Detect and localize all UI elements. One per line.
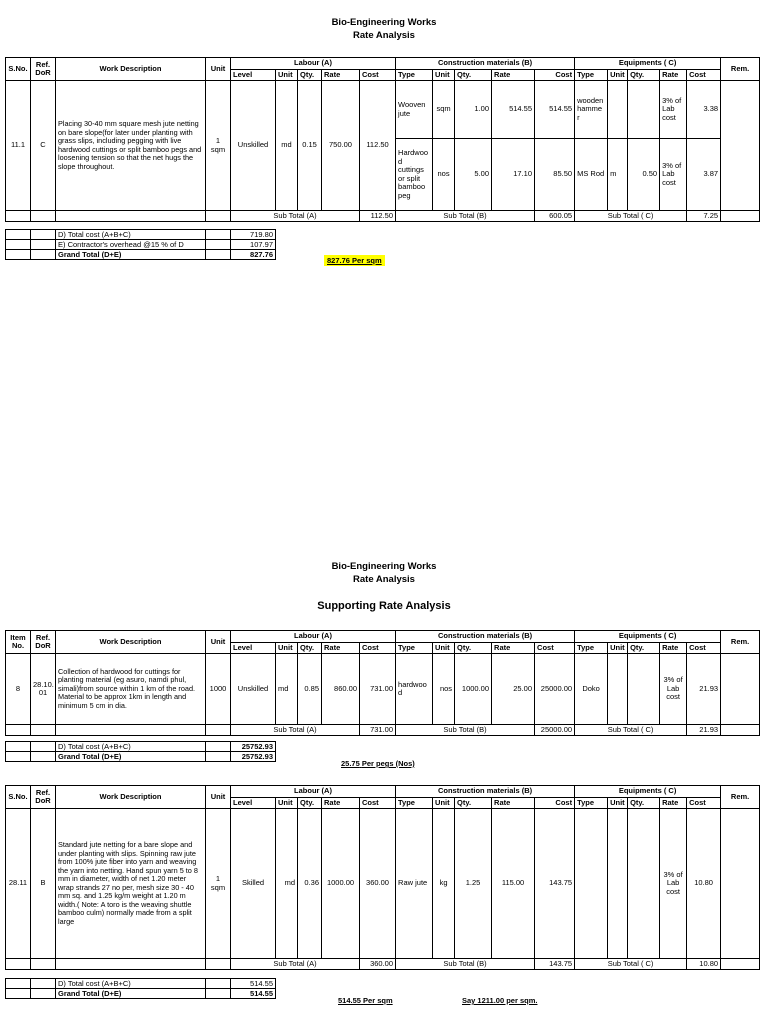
equipment-type: wooden hamme r <box>575 81 608 139</box>
header-rate: Rate <box>660 798 687 809</box>
item-description: Standard jute netting for a bare slope and under planting with slips. Spinning raw jute from 100% jute fiber into yarn and weaving the yarn into netting. Hand spun yarn 5 to 8 mm in diameter, width of net 1.20 meter wrap strands 27 no per, mesh size 30 - 40 mm sq. and 1.25 kg/m weight at 1.20 m width.( Note: A toro is the weaving shuttle bamboo culm) normally made from a split large <box>56 809 206 959</box>
header-unit: Unit <box>206 631 231 654</box>
summary-label: Grand Total (D+E) <box>56 250 206 260</box>
header-qty: Qty. <box>455 70 492 81</box>
header-cost: Cost <box>360 643 396 654</box>
header-cost: Cost <box>360 798 396 809</box>
summary-block-3 <box>5 978 276 999</box>
header-rate: Rate <box>322 643 360 654</box>
summary-row <box>6 230 276 240</box>
labour-cost: 731.00 <box>360 654 396 725</box>
subtotal-a: 731.00 <box>360 725 396 736</box>
rate-table-3 <box>5 785 760 970</box>
header-ref: Ref. DoR <box>31 631 56 654</box>
header-ref: Ref. DoR <box>31 58 56 81</box>
summary-label: D) Total cost (A+B+C) <box>56 742 206 752</box>
header-qty: Qty. <box>628 643 660 654</box>
header-rate: Rate <box>492 798 535 809</box>
header-rem: Rem. <box>721 786 760 809</box>
subtotal-b: 25000.00 <box>535 725 575 736</box>
supporting-title: Supporting Rate Analysis <box>317 600 451 612</box>
labour-level: Skilled <box>231 809 276 959</box>
equipment-rate: 3% of Lab cost <box>660 654 687 725</box>
rate-table-1 <box>5 57 760 222</box>
header-materials: Construction materials (B) <box>396 786 575 798</box>
summary-block-1 <box>5 229 276 260</box>
material-rate: 514.55 <box>492 81 535 139</box>
summary-label: D) Total cost (A+B+C) <box>56 230 206 240</box>
header-sno: S.No. <box>6 786 31 809</box>
remarks-cell <box>721 81 760 211</box>
summary-value: 25752.93 <box>231 752 276 762</box>
summary-label: E) Contractor's overhead @15 % of D <box>56 240 206 250</box>
subtotal-a-label: Sub Total (A) <box>231 211 360 222</box>
labour-qty: 0.15 <box>298 81 322 211</box>
summary-label: Grand Total (D+E) <box>56 989 206 999</box>
subtotal-b-label: Sub Total (B) <box>396 725 535 736</box>
header-rate: Rate <box>660 70 687 81</box>
table-row <box>6 81 760 139</box>
item-sno: 28.11 <box>6 809 31 959</box>
labour-cost: 360.00 <box>360 809 396 959</box>
equipment-qty <box>628 809 660 959</box>
header-unit: Unit <box>433 70 455 81</box>
header-equipments: Equipments ( C) <box>575 786 721 798</box>
labour-unit: md <box>276 809 298 959</box>
summary-row <box>6 250 276 260</box>
header-type: Type <box>575 643 608 654</box>
summary-value: 719.80 <box>231 230 276 240</box>
header-materials: Construction materials (B) <box>396 58 575 70</box>
subtotal-row <box>6 959 760 970</box>
summary-value: 107.97 <box>231 240 276 250</box>
equipment-cost: 10.80 <box>687 809 721 959</box>
final-rate-2 <box>341 759 415 768</box>
summary-row <box>6 742 276 752</box>
header-unit: Unit <box>276 798 298 809</box>
header-level: Level <box>231 643 276 654</box>
equipment-cost: 3.87 <box>687 139 721 211</box>
final-unit: Per pegs (Nos) <box>361 759 415 768</box>
header-unit: Unit <box>608 643 628 654</box>
subtotal-a-label: Sub Total (A) <box>231 725 360 736</box>
labour-level: Unskilled <box>231 654 276 725</box>
rate-table-2 <box>5 630 760 736</box>
material-cost: 143.75 <box>535 809 575 959</box>
header-unit: Unit <box>276 643 298 654</box>
material-type: hardwoo d <box>396 654 433 725</box>
header-cost: Cost <box>535 798 575 809</box>
header-unit: Unit <box>276 70 298 81</box>
material-cost: 25000.00 <box>535 654 575 725</box>
material-qty: 1.25 <box>455 809 492 959</box>
summary-block-2 <box>5 741 276 762</box>
remarks-cell <box>721 809 760 959</box>
labour-rate: 1000.00 <box>322 809 360 959</box>
equipment-cost: 3.38 <box>687 81 721 139</box>
subtotal-a: 360.00 <box>360 959 396 970</box>
header-type: Type <box>575 798 608 809</box>
item-ref: C <box>31 81 56 211</box>
labour-unit: md <box>276 654 298 725</box>
equipment-rate: 3% of Lab cost <box>660 139 687 211</box>
item-ref: B <box>31 809 56 959</box>
subtotal-b-label: Sub Total (B) <box>396 211 535 222</box>
summary-label: Grand Total (D+E) <box>56 752 206 762</box>
header-unit: Unit <box>206 58 231 81</box>
subtotal-b: 143.75 <box>535 959 575 970</box>
material-qty: 1000.00 <box>455 654 492 725</box>
header-work-desc: Work Description <box>56 58 206 81</box>
equipment-rate: 3% of Lab cost <box>660 81 687 139</box>
material-type: Wooven jute <box>396 81 433 139</box>
equipment-qty <box>628 81 660 139</box>
item-unit: 1 sqm <box>206 81 231 211</box>
equipment-rate: 3% of Lab cost <box>660 809 687 959</box>
doc-subtitle-2: Rate Analysis <box>353 574 415 585</box>
item-unit: 1000 <box>206 654 231 725</box>
material-rate: 115.00 <box>492 809 535 959</box>
header-qty: Qty. <box>298 643 322 654</box>
header-cost: Cost <box>687 798 721 809</box>
equipment-unit <box>608 81 628 139</box>
table-row <box>6 654 760 725</box>
material-unit: nos <box>433 139 455 211</box>
doc-title: Bio-Engineering Works <box>331 17 437 28</box>
material-cost: 514.55 <box>535 81 575 139</box>
header-qty: Qty. <box>628 798 660 809</box>
header-rate: Rate <box>660 643 687 654</box>
header-cost: Cost <box>687 643 721 654</box>
header-rate: Rate <box>492 643 535 654</box>
header-work-desc: Work Description <box>56 631 206 654</box>
labour-rate: 860.00 <box>322 654 360 725</box>
header-unit: Unit <box>608 70 628 81</box>
header-item-no: Item No. <box>6 631 31 654</box>
header-cost: Cost <box>687 70 721 81</box>
equipment-qty: 0.50 <box>628 139 660 211</box>
labour-level: Unskilled <box>231 81 276 211</box>
item-description: Placing 30-40 mm square mesh jute netting on bare slope(for later under planting with grass slips, including pegging with live hardwood cuttings or split bamboo pegs and loosening tension so that the net hugs the slope throughout. <box>56 81 206 211</box>
equipment-unit <box>608 654 628 725</box>
header-qty: Qty. <box>455 643 492 654</box>
header-qty: Qty. <box>628 70 660 81</box>
final-value: 514.55 <box>338 996 361 1005</box>
subtotal-c-label: Sub Total ( C) <box>575 725 687 736</box>
final-value: 827.76 <box>327 256 350 265</box>
header-sno: S.No. <box>6 58 31 81</box>
equipment-unit: m <box>608 139 628 211</box>
labour-rate: 750.00 <box>322 81 360 211</box>
material-qty: 1.00 <box>455 81 492 139</box>
final-rate-1 <box>324 256 385 265</box>
material-qty: 5.00 <box>455 139 492 211</box>
final-unit: Per sqm <box>352 256 382 265</box>
header-type: Type <box>575 70 608 81</box>
final-unit: Per sqm <box>363 996 393 1005</box>
header-type: Type <box>396 643 433 654</box>
header-unit: Unit <box>433 798 455 809</box>
labour-qty: 0.36 <box>298 809 322 959</box>
header-equipments: Equipments ( C) <box>575 631 721 643</box>
say-note: Say 1211.00 per sqm. <box>462 996 538 1005</box>
material-unit: nos <box>433 654 455 725</box>
header-type: Type <box>396 70 433 81</box>
header-rate: Rate <box>492 70 535 81</box>
header-labour: Labour (A) <box>231 58 396 70</box>
header-cost: Cost <box>535 643 575 654</box>
header-rate: Rate <box>322 798 360 809</box>
equipment-unit <box>608 809 628 959</box>
header-level: Level <box>231 70 276 81</box>
subtotal-c: 7.25 <box>687 211 721 222</box>
labour-qty: 0.85 <box>298 654 322 725</box>
summary-value: 514.55 <box>231 989 276 999</box>
summary-value: 514.55 <box>231 979 276 989</box>
equipment-type <box>575 809 608 959</box>
table-row <box>6 809 760 959</box>
header-rem: Rem. <box>721 631 760 654</box>
subtotal-row <box>6 211 760 222</box>
summary-row <box>6 989 276 999</box>
summary-value: 827.76 <box>231 250 276 260</box>
item-sno: 8 <box>6 654 31 725</box>
header-unit: Unit <box>433 643 455 654</box>
doc-subtitle: Rate Analysis <box>353 30 415 41</box>
header-cost: Cost <box>360 70 396 81</box>
item-unit: 1 sqm <box>206 809 231 959</box>
header-equipments: Equipments ( C) <box>575 58 721 70</box>
subtotal-row <box>6 725 760 736</box>
subtotal-c-label: Sub Total ( C) <box>575 959 687 970</box>
summary-row <box>6 240 276 250</box>
final-value: 25.75 <box>341 759 360 768</box>
equipment-type: MS Rod <box>575 139 608 211</box>
final-rate-3 <box>338 996 393 1005</box>
summary-row <box>6 979 276 989</box>
item-sno: 11.1 <box>6 81 31 211</box>
material-rate: 17.10 <box>492 139 535 211</box>
equipment-type: Doko <box>575 654 608 725</box>
header-type: Type <box>396 798 433 809</box>
item-description: Collection of hardwood for cuttings for planting material (eg asuro, namdi phul, simali)from source within 1 km of the road. Material to be approx 1km in length and minimum 5 cm in dia. <box>56 654 206 725</box>
header-qty: Qty. <box>455 798 492 809</box>
header-unit: Unit <box>608 798 628 809</box>
material-type: Hardwoo d cuttings or split bamboo peg <box>396 139 433 211</box>
equipment-cost: 21.93 <box>687 654 721 725</box>
subtotal-c: 21.93 <box>687 725 721 736</box>
subtotal-a-label: Sub Total (A) <box>231 959 360 970</box>
header-work-desc: Work Description <box>56 786 206 809</box>
summary-row <box>6 752 276 762</box>
material-type: Raw jute <box>396 809 433 959</box>
header-labour: Labour (A) <box>231 786 396 798</box>
subtotal-c: 10.80 <box>687 959 721 970</box>
summary-label: D) Total cost (A+B+C) <box>56 979 206 989</box>
subtotal-b: 600.05 <box>535 211 575 222</box>
item-ref: 28.10. 01 <box>31 654 56 725</box>
header-qty: Qty. <box>298 70 322 81</box>
labour-cost: 112.50 <box>360 81 396 211</box>
summary-value: 25752.93 <box>231 742 276 752</box>
subtotal-b-label: Sub Total (B) <box>396 959 535 970</box>
header-ref: Ref. DoR <box>31 786 56 809</box>
subtotal-c-label: Sub Total ( C) <box>575 211 687 222</box>
header-labour: Labour (A) <box>231 631 396 643</box>
doc-title-2: Bio-Engineering Works <box>331 561 437 572</box>
header-materials: Construction materials (B) <box>396 631 575 643</box>
material-unit: kg <box>433 809 455 959</box>
remarks-cell <box>721 654 760 725</box>
header-qty: Qty. <box>298 798 322 809</box>
equipment-qty <box>628 654 660 725</box>
header-level: Level <box>231 798 276 809</box>
material-unit: sqm <box>433 81 455 139</box>
header-cost: Cost <box>535 70 575 81</box>
material-cost: 85.50 <box>535 139 575 211</box>
header-unit: Unit <box>206 786 231 809</box>
header-rem: Rem. <box>721 58 760 81</box>
labour-unit: md <box>276 81 298 211</box>
subtotal-a: 112.50 <box>360 211 396 222</box>
header-rate: Rate <box>322 70 360 81</box>
material-rate: 25.00 <box>492 654 535 725</box>
